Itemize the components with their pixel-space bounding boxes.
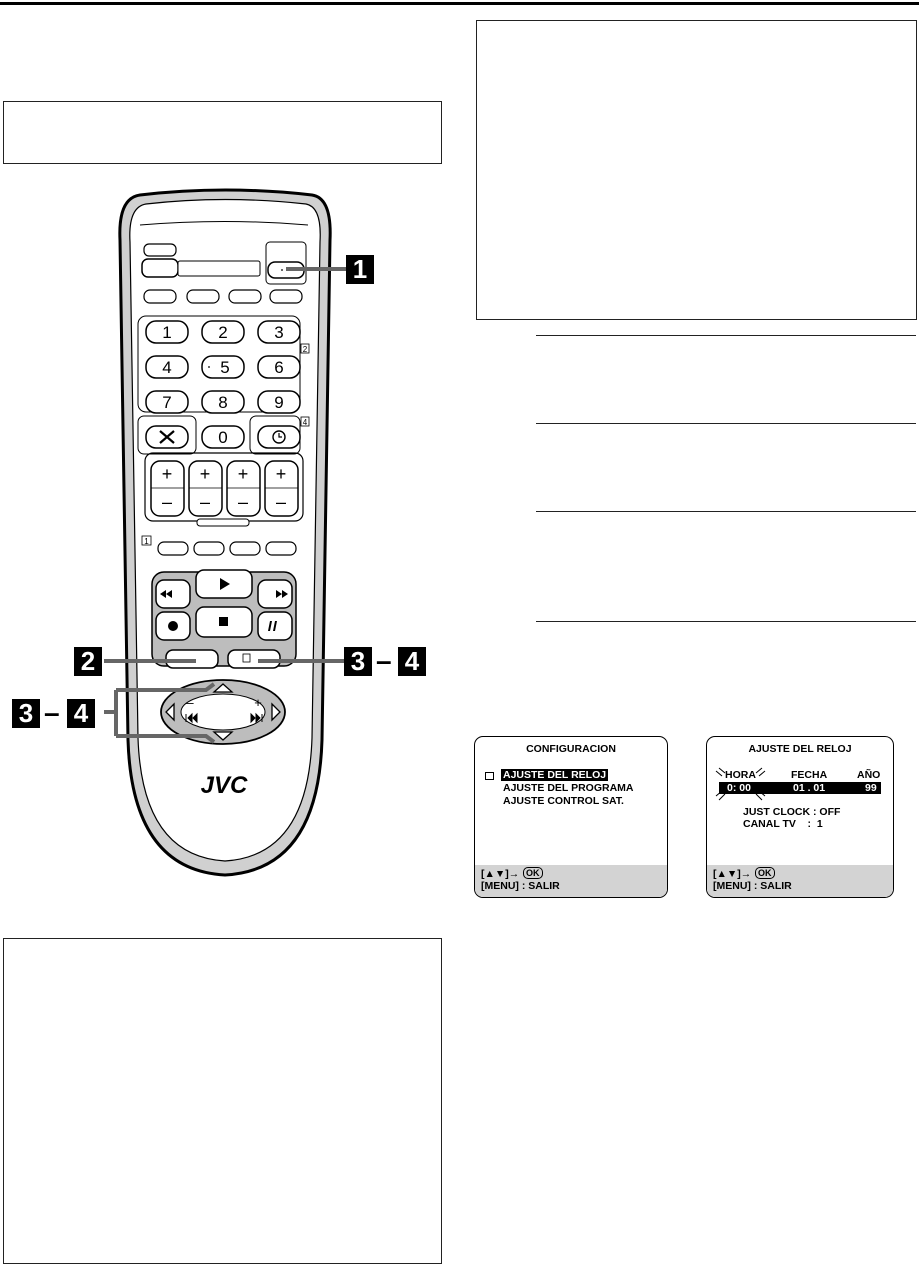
osd-nav-hint: [▲▼]→ bbox=[481, 868, 520, 880]
key-2: 2 bbox=[218, 323, 228, 342]
ok-icon: OK bbox=[755, 867, 775, 879]
osd-clock-title: AJUSTE DEL RELOJ bbox=[748, 743, 852, 755]
brand-logo: JVC bbox=[200, 772, 248, 799]
key-9: 9 bbox=[274, 393, 284, 412]
osd-fecha-value: 01 . 01 bbox=[793, 782, 826, 794]
key-3: 3 bbox=[274, 323, 284, 342]
callout-step-3-left: 3 bbox=[12, 699, 40, 728]
osd-clock-menu bbox=[706, 736, 894, 898]
callout-step-4-left: 4 bbox=[67, 699, 95, 728]
osd-canal-tv: CANAL TV : 1 bbox=[743, 818, 823, 830]
svg-text:+: + bbox=[237, 464, 249, 484]
key-0: 0 bbox=[218, 428, 228, 447]
osd-clock-exit-hint: [MENU] : SALIR bbox=[713, 880, 792, 892]
svg-text:–: – bbox=[275, 492, 287, 512]
svg-text:+: + bbox=[275, 464, 287, 484]
callout-dash-left: – bbox=[44, 697, 60, 728]
osd-ano-value: 99 bbox=[865, 782, 877, 794]
osd-setup-menu bbox=[474, 736, 668, 898]
svg-text:–: – bbox=[237, 492, 249, 512]
svg-text:–: – bbox=[199, 492, 211, 512]
osd-col-ano: AÑO bbox=[857, 769, 881, 781]
small-label-2: 2 bbox=[302, 345, 308, 354]
osd-hora-value: 0: 00 bbox=[727, 782, 751, 794]
svg-text:–: – bbox=[161, 492, 173, 512]
callout-step-4-right: 4 bbox=[398, 647, 426, 676]
osd-clock-nav-hint: [▲▼]→ bbox=[713, 868, 752, 880]
ok-icon: OK bbox=[523, 867, 543, 879]
key-1: 1 bbox=[162, 323, 172, 342]
osd-setup-footer bbox=[475, 865, 667, 897]
osd-setup-title: CONFIGURACION bbox=[526, 743, 616, 755]
svg-text:+: + bbox=[161, 464, 173, 484]
osd-setup-item-clock: AJUSTE DEL RELOJ bbox=[503, 769, 607, 781]
callout-step-3-right: 3 bbox=[344, 647, 372, 676]
osd-exit-hint: [MENU] : SALIR bbox=[481, 880, 560, 892]
pointer-icon bbox=[485, 772, 494, 780]
osd-setup-item-program: AJUSTE DEL PROGRAMA bbox=[503, 782, 634, 794]
callout-step-2: 2 bbox=[74, 647, 102, 676]
key-5: 5 bbox=[220, 358, 230, 377]
small-label-4: 4 bbox=[302, 418, 308, 427]
svg-text:+: + bbox=[254, 695, 262, 710]
key-7: 7 bbox=[162, 393, 172, 412]
bottom-left-note-box bbox=[3, 938, 442, 1264]
callout-step-1: 1 bbox=[346, 255, 374, 284]
osd-col-hora: HORA bbox=[725, 769, 756, 781]
callout-dash-right: – bbox=[376, 645, 392, 676]
osd-setup-item-sat: AJUSTE CONTROL SAT. bbox=[503, 795, 624, 807]
small-label-1: 1 bbox=[144, 537, 149, 546]
osd-clock-footer bbox=[707, 865, 893, 897]
osd-just-clock: JUST CLOCK : OFF bbox=[743, 806, 841, 818]
svg-text:–: – bbox=[186, 695, 194, 710]
osd-col-fecha: FECHA bbox=[791, 769, 828, 781]
key-4: 4 bbox=[162, 358, 172, 377]
key-6: 6 bbox=[274, 358, 284, 377]
key-8: 8 bbox=[218, 393, 228, 412]
svg-text:+: + bbox=[199, 464, 211, 484]
